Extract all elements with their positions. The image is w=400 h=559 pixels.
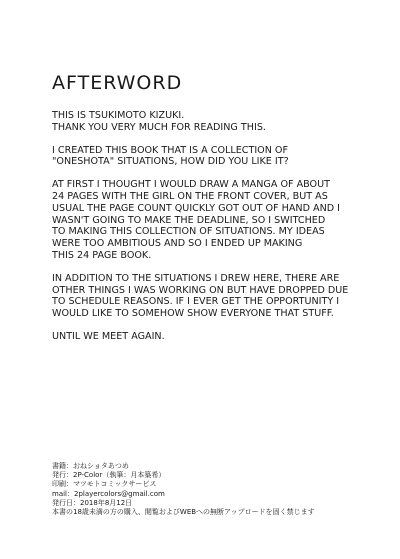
colophon-publisher: 発行：2P-Color（執筆：月本築希） <box>52 471 166 480</box>
text-line: THIS 24 PAGE BOOK. <box>52 249 152 261</box>
paragraph-2 <box>52 145 352 169</box>
paragraph-5 <box>52 331 352 343</box>
text-line: 24 PAGES WITH THE GIRL ON THE FRONT COVER, BUT AS <box>52 190 328 202</box>
text-line: TO SCHEDULE REASONS. IF I EVER GET THE OPPORTUNITY I <box>52 296 340 308</box>
text-line: WASN'T GOING TO MAKE THE DEADLINE, SO I SWITCHED <box>52 214 326 226</box>
afterword-body <box>52 110 352 354</box>
text-line: THIS IS TSUKIMOTO KIZUKI. <box>52 110 185 121</box>
text-line: THANK YOU VERY MUCH FOR READING THIS. <box>52 121 266 133</box>
text-line: TO MAKING THIS COLLECTION OF SITUATIONS. MY IDEAS <box>52 226 325 238</box>
text-line: "ONESHOTA" SITUATIONS, HOW DID YOU LIKE IT? <box>52 156 289 168</box>
paragraph-1 <box>52 110 352 134</box>
text-line: OTHER THINGS I WAS WORKING ON BUT HAVE DROPPED DUE <box>52 284 349 296</box>
text-line: I CREATED THIS BOOK THAT IS A COLLECTION OF <box>52 144 289 156</box>
colophon <box>52 462 315 517</box>
text-line: USUAL THE PAGE COUNT QUICKLY GOT OUT OF HAND AND I <box>52 202 341 214</box>
text-line: WERE TOO AMBITIOUS AND SO I ENDED UP MAKING <box>52 238 303 250</box>
colophon-printer: 印刷：マツモトコミックサービス <box>52 480 157 489</box>
colophon-title: 書籍：おねショタあつめ <box>52 462 129 470</box>
colophon-notice: 本書の18歳未満の方の購入、閲覧およびWEBへの無断アップロードを固く禁じます <box>52 508 315 517</box>
paragraph-3 <box>52 179 352 262</box>
text-line: IN ADDITION TO THE SITUATIONS I DREW HERE, THERE ARE <box>52 272 340 284</box>
colophon-date: 発行日：2018年8月12日 <box>52 498 133 507</box>
text-line: AT FIRST I THOUGHT I WOULD DRAW A MANGA OF ABOUT <box>52 179 330 191</box>
page-title: AFTERWORD <box>52 72 183 94</box>
text-line: WOULD LIKE TO SOMEHOW SHOW EVERYONE THAT STUFF. <box>52 308 334 320</box>
colophon-email: mail：2playercolors@gmail.com <box>52 489 165 498</box>
paragraph-4 <box>52 273 352 320</box>
text-line: UNTIL WE MEET AGAIN. <box>52 330 165 342</box>
